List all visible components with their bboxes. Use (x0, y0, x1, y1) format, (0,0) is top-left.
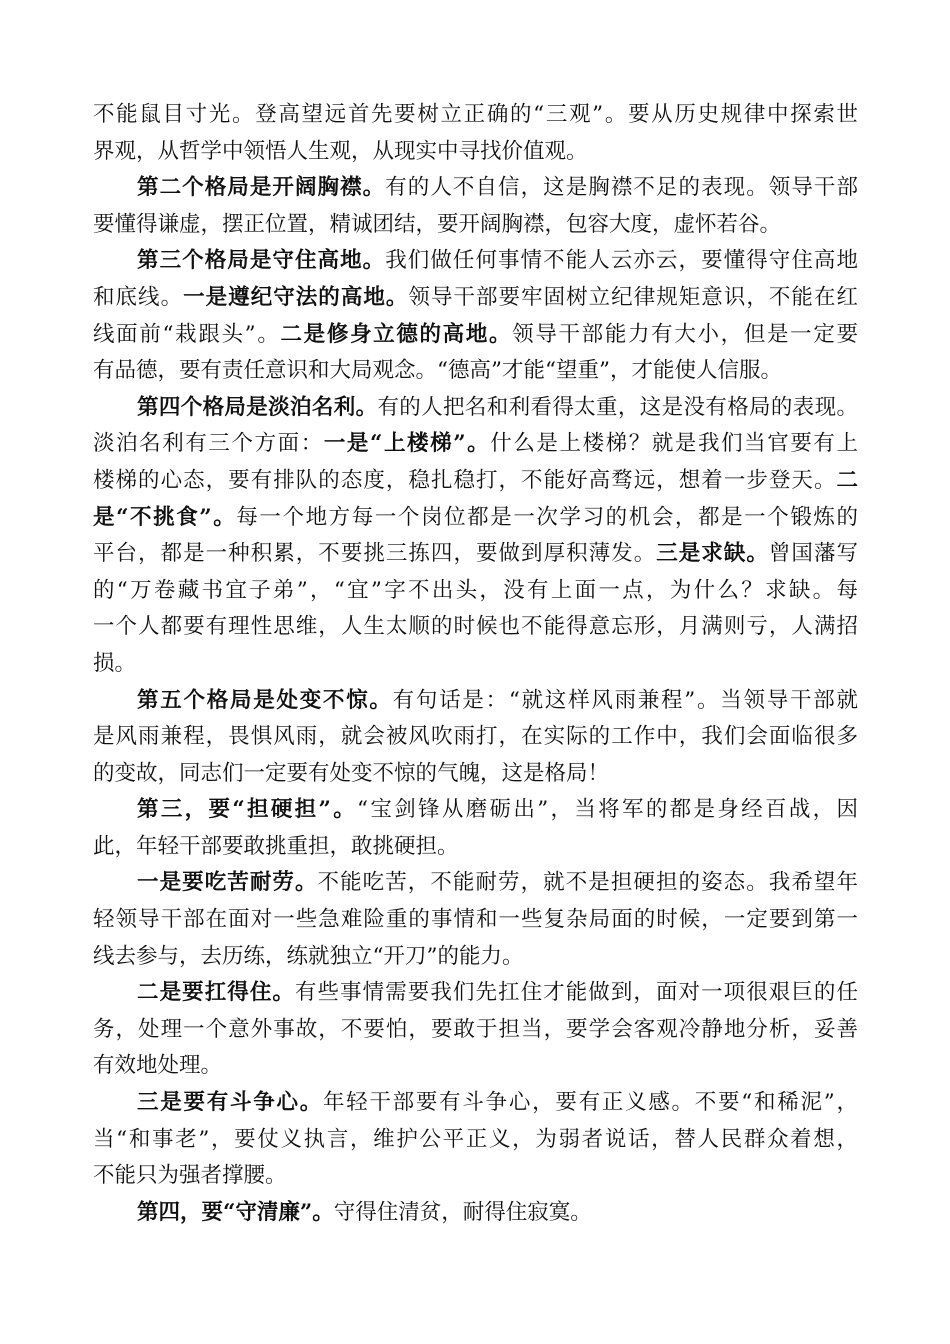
body-text: 有品德，要有责任意识和大局观念。“德高”才能“望重”，才能使人信服。 (93, 358, 782, 384)
body-text: 曾国藩写 (768, 541, 858, 567)
text-line (93, 792, 858, 829)
body-text: 轻领导干部在面对一些急难险重的事情和一些复杂局面的时候，一定要到第一 (93, 907, 858, 933)
body-text: 不能只为强者撑腰。 (93, 1163, 287, 1189)
body-text: 此，年轻干部要敢挑重担，敢挑硬担。 (93, 833, 459, 859)
bold-heading-text: 一是“上楼梯”。 (323, 431, 491, 457)
body-text: 有的人把名和利看得太重，这是没有格局的表现。 (377, 394, 858, 420)
bold-heading-text: 第五个格局是处变不惊。 (137, 687, 393, 713)
text-line (93, 1158, 858, 1195)
body-text: 线面前“栽跟头”。 (93, 321, 281, 347)
text-line (93, 390, 858, 427)
body-text: 和底线。 (93, 284, 184, 310)
body-text: 是风雨兼程，畏惧风雨，就会被风吹雨打，在实际的工作中，我们会面临很多 (93, 724, 858, 750)
bold-heading-text: 二 (836, 467, 858, 493)
bold-heading-text: 第三，要“担硬担”。 (137, 797, 358, 823)
text-line (93, 500, 858, 537)
bold-heading-text: 三是求缺。 (656, 541, 769, 567)
body-text: 年轻干部要有斗争心，要有正义感。不要“和稀泥”， (322, 1090, 858, 1116)
body-text: 每一个地方每一个岗位都是一次学习的机会，都是一个锻炼的 (236, 504, 858, 530)
text-line (93, 1048, 858, 1085)
text-line (93, 975, 858, 1012)
bold-heading-text: 第四，要“守清廉”。 (137, 1199, 334, 1225)
body-text: 我们做任何事情不能人云亦云，要懂得守住高地 (385, 248, 858, 274)
body-text: 有的人不自信，这是胸襟不足的表现。领导干部 (385, 175, 858, 201)
text-line (93, 683, 858, 720)
body-text: 领导干部能力有大小，但是一定要 (512, 321, 858, 347)
paragraph (93, 792, 858, 865)
text-line (93, 865, 858, 902)
text-line (93, 536, 858, 573)
body-text: 有些事情需要我们先扛住才能做到，面对一项很艰巨的任 (294, 980, 858, 1006)
text-line (93, 829, 858, 866)
text-line (93, 134, 858, 171)
text-line (93, 97, 858, 134)
paragraph (93, 1195, 858, 1232)
body-text: 守得住清贫，耐得住寂寞。 (333, 1199, 592, 1225)
body-text: 损。 (93, 650, 137, 676)
paragraph (93, 97, 858, 170)
paragraph (93, 170, 858, 243)
body-text: 什么是上楼梯？就是我们当官要有上 (490, 431, 858, 457)
body-text: 界观，从哲学中领悟人生观，从现实中寻找价值观。 (93, 138, 588, 164)
body-text: 不能吃苦，不能耐劳，就不是担硬担的姿态。我希望年 (317, 870, 858, 896)
text-line (93, 426, 858, 463)
body-text: 务，处理一个意外事故，不要怕，要敢于担当，要学会客观冷静地分析，妥善 (93, 1016, 858, 1042)
body-text: 平台，都是一种积累，不要挑三拣四，要做到厚积薄发。 (93, 541, 657, 567)
text-line (93, 756, 858, 793)
document-body (93, 97, 858, 1231)
text-line (93, 170, 858, 207)
text-line (93, 719, 858, 756)
text-line (93, 243, 858, 280)
body-text: 楼梯的心态，要有排队的态度，稳扎稳打，不能好高骛远，想着一步登天。 (93, 467, 837, 493)
bold-heading-text: 二是修身立德的高地。 (280, 321, 513, 347)
text-line (93, 573, 858, 610)
body-text: 有效地处理。 (93, 1053, 223, 1079)
text-line (93, 353, 858, 390)
body-text: 领导干部要牢固树立纪律规矩意识，不能在红 (408, 284, 858, 310)
paragraph (93, 1085, 858, 1195)
bold-heading-text: 二是要扛得住。 (137, 980, 295, 1006)
body-text: 的变故，同志们一定要有处变不惊的气魄，这是格局！ (93, 760, 610, 786)
body-text: 一个人都要有理性思维，人生太顺的时候也不能得意忘形，月满则亏，人满招 (93, 614, 858, 640)
text-line (93, 939, 858, 976)
body-text: 要懂得谦虚，摆正位置，精诚团结，要开阔胸襟，包容大度，虚怀若谷。 (93, 211, 782, 237)
text-line (93, 280, 858, 317)
bold-heading-text: 是“不挑食”。 (93, 504, 237, 530)
text-line (93, 1122, 858, 1159)
paragraph (93, 243, 858, 389)
body-text: 淡泊名利有三个方面： (93, 431, 324, 457)
paragraph (93, 390, 858, 683)
paragraph (93, 683, 858, 793)
text-line (93, 1012, 858, 1049)
text-line (93, 1195, 858, 1232)
text-line (93, 646, 858, 683)
body-text: 的“万卷藏书宜子弟”，“宜”字不出头，没有上面一点，为什么？求缺。每 (93, 577, 858, 603)
text-line (93, 463, 858, 500)
body-text: 线去参与，去历练，练就独立“开刀”的能力。 (93, 943, 524, 969)
text-line (93, 609, 858, 646)
bold-heading-text: 第三个格局是守住高地。 (137, 248, 386, 274)
body-text: 不能鼠目寸光。登高望远首先要树立正确的“三观”。要从历史规律中探索世 (93, 102, 858, 127)
body-text: “宝剑锋从磨砺出”，当将军的都是身经百战，因 (357, 797, 858, 823)
paragraph (93, 975, 858, 1085)
bold-heading-text: 第四个格局是淡泊名利。 (137, 394, 378, 420)
body-text: 有句话是：“就这样风雨兼程”。当领导干部就 (392, 687, 858, 713)
text-line (93, 1085, 858, 1122)
text-line (93, 902, 858, 939)
body-text: 当“和事老”，要仗义执言，维护公平正义，为弱者说话，替人民群众着想， (93, 1126, 858, 1152)
text-line (93, 317, 858, 354)
bold-heading-text: 第二个格局是开阔胸襟。 (137, 175, 386, 201)
bold-heading-text: 一是要吃苦耐劳。 (137, 870, 318, 896)
bold-heading-text: 一是遵纪守法的高地。 (183, 284, 409, 310)
bold-heading-text: 三是要有斗争心。 (137, 1090, 323, 1116)
text-line (93, 207, 858, 244)
paragraph (93, 865, 858, 975)
